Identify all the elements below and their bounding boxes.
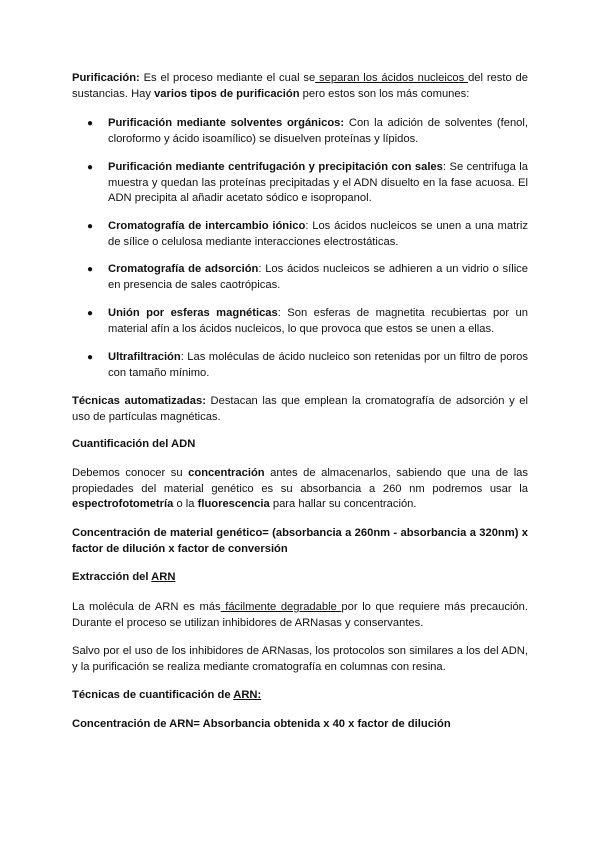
method-title: Unión por esferas magnéticas <box>108 307 278 319</box>
method-title: Ultrafiltración <box>108 351 181 363</box>
adn-bold3: fluorescencia <box>197 498 270 511</box>
tecnicas-text: Destacan las que emplean la cromatografía de adsorción y el uso de partículas magnéticas. <box>72 395 528 423</box>
bullet-icon: ● <box>87 308 94 319</box>
list-item <box>72 306 528 337</box>
list-item <box>72 262 528 293</box>
adn-text2: antes de almacenarlos, sabiendo que una de las propiedades del material genético es su absorbancia a 260 nm podremos usar la <box>72 467 528 495</box>
purificacion-text2: del resto de sustancias. Hay <box>72 72 528 100</box>
arn-text1b: por lo que requiere más precaución. Durante el proceso se utilizan inhibidores de ARNasas y conservantes. <box>72 601 528 629</box>
arn-formula: Concentración de ARN= Absorbancia obtenida x 40 x factor de dilución <box>72 718 451 730</box>
extraccion-arn-heading-underlined: ARN <box>151 571 176 583</box>
bullet-icon: ● <box>87 221 94 232</box>
extraccion-arn-heading <box>72 570 528 586</box>
adn-text4: para hallar su concentración. <box>269 498 417 511</box>
list-item <box>72 219 528 250</box>
cuantificacion-arn-heading <box>72 688 528 704</box>
purificacion-underlined: separan los ácidos nucleicos <box>315 72 469 84</box>
adn-text1: Debemos conocer su <box>72 467 189 479</box>
adn-formula: Concentración de material genético= (absorbancia a 260nm - absorbancia a 320nm) x factor de dilución x factor de conversión <box>72 527 528 555</box>
method-text: : Las moléculas de ácido nucleico son retenidas por un filtro de poros con tamaño mínimo. <box>108 351 528 379</box>
purificacion-text3: pero estos son los más comunes: <box>299 87 470 100</box>
cuantificacion-adn-heading: Cuantificación del ADN <box>72 438 196 450</box>
bullet-icon: ● <box>87 352 94 363</box>
adn-bold2: espectrofotometría <box>72 498 174 511</box>
cuantificacion-adn-paragraph <box>72 466 528 513</box>
method-title: Cromatografía de adsorción <box>108 263 259 275</box>
arn-paragraph-2: Salvo por el uso de los inhibidores de ARNasas, los protocolos son similares a los del ADN, y la purificación se realiza mediante cromatografía en columnas con resina. <box>72 645 528 673</box>
method-text: : Los ácidos nucleicos se unen a una matriz de sílice o celulosa mediante interacciones electrostáticas. <box>108 220 528 248</box>
purificacion-label: Purificación: <box>72 72 140 84</box>
bullet-icon: ● <box>87 264 94 275</box>
adn-bold1: concentración <box>188 467 265 479</box>
bullet-icon: ● <box>87 162 94 173</box>
method-title: Purificación mediante solventes orgánicos: <box>108 117 345 129</box>
method-title: Cromatografía de intercambio iónico <box>108 220 306 232</box>
method-text: : Son esferas de magnetita recubiertas por un material afín a los ácidos nucleicos, lo que provoca que estos se unen a ellas. <box>108 307 528 335</box>
method-text: : Se centrifuga la muestra y quedan las proteínas precipitadas y el ADN disuelto en la fase acuosa. El ADN precipita al añadir acetato sódico e isopropanol. <box>108 161 528 205</box>
arn-paragraph-1 <box>72 600 528 631</box>
purificacion-paragraph <box>72 71 528 102</box>
method-text: Con la adición de solventes (fenol, cloroformo y ácido isoamílico) se disuelven proteínas y lípidos. <box>108 117 528 145</box>
cuantificacion-arn-heading-underlined: ARN: <box>233 689 262 701</box>
arn-text1a: La molécula de ARN es más <box>72 601 221 613</box>
tecnicas-paragraph <box>72 394 528 425</box>
cuantificacion-arn-heading-text: Técnicas de cuantificación de <box>72 689 234 701</box>
purificacion-text1: Es el proceso mediante el cual se <box>139 72 316 84</box>
extraccion-arn-heading-text: Extracción del <box>72 571 152 583</box>
bullet-icon: ● <box>87 118 94 129</box>
method-title: Purificación mediante centrifugación y precipitación con sales <box>108 161 443 173</box>
tecnicas-label: Técnicas automatizadas: <box>72 395 206 407</box>
method-text: : Los ácidos nucleicos se adhieren a un vidrio o sílice en presencia de sales caotrópicas. <box>108 263 528 291</box>
list-item <box>72 350 528 381</box>
list-item <box>72 160 528 207</box>
adn-text3: o la <box>173 498 198 511</box>
arn-underlined: fácilmente degradable <box>220 601 342 613</box>
list-item <box>72 116 528 147</box>
purificacion-bold: varios tipos de purificación <box>154 87 300 100</box>
